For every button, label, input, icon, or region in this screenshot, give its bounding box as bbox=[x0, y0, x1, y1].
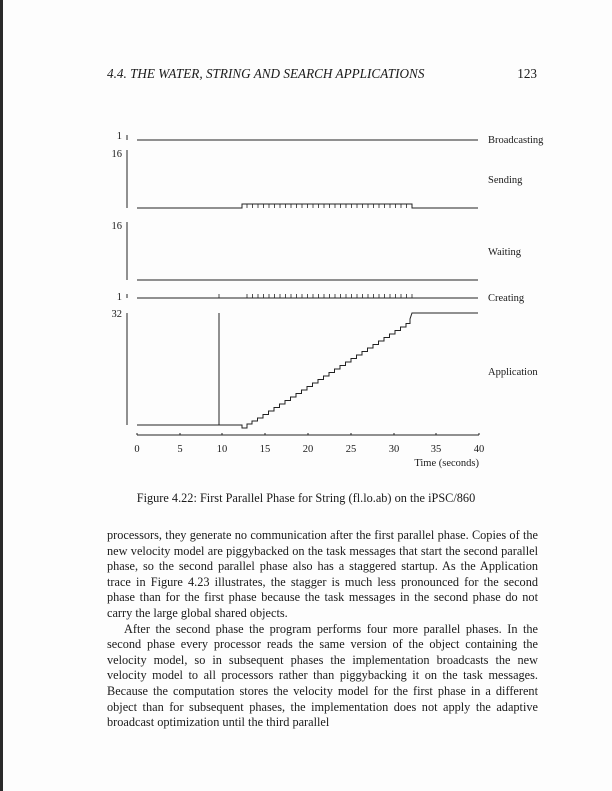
body-text bbox=[107, 528, 538, 731]
x-tick-label: 15 bbox=[259, 444, 271, 455]
application-line bbox=[137, 313, 478, 428]
x-tick-label: 0 bbox=[134, 444, 140, 455]
x-tick-label: 10 bbox=[216, 444, 228, 455]
x-tick-label: 30 bbox=[388, 444, 400, 455]
x-tick-label: 25 bbox=[345, 444, 357, 455]
x-tick-label: 5 bbox=[177, 444, 183, 455]
figure-caption: Figure 4.22: First Parallel Phase for String (fl.lo.ab) on the iPSC/860 bbox=[136, 491, 476, 505]
application-label: Application bbox=[488, 367, 538, 378]
x-tick-label: 20 bbox=[302, 444, 314, 455]
creating-label: Creating bbox=[488, 293, 525, 304]
x-tick-label: 35 bbox=[430, 444, 442, 455]
creating-ticks bbox=[219, 294, 412, 298]
sending-ymax: 16 bbox=[111, 149, 122, 160]
paragraph: After the second phase the program performs four more parallel phases. In the second phase every processor reads the same version of the object containing the velocity model, so in subsequent phases the implementation broadcasts the new velocity model to all processors rather than piggybacking it on the task messages. Because the computation stores the velocity model for the first phase in a different object than for subsequent phases, the implementation does not apply the adaptive broadcast optimization until the third parallel bbox=[107, 621, 538, 730]
x-tick-label: 40 bbox=[473, 444, 485, 455]
section-title: 4.4. THE WATER, STRING AND SEARCH APPLICATIONS bbox=[107, 66, 425, 81]
sending-pulses bbox=[247, 204, 407, 208]
waiting-label: Waiting bbox=[488, 247, 521, 258]
page-number: 123 bbox=[517, 66, 537, 81]
waiting-ymax: 16 bbox=[111, 221, 122, 232]
broadcasting-label: Broadcasting bbox=[488, 135, 544, 146]
paragraph: processors, they generate no communication after the first parallel phase. Copies of the new velocity model are piggybacked on the task messages that start the second parallel phase, so the second parallel phase also has a staggered startup. As the Application trace in Figure 4.23 illustrates, the stagger is much less pronounced for the second phase than for the first phase because the task messages in the second phase do not carry the large global shared objects. bbox=[107, 528, 538, 620]
creating-ymax: 1 bbox=[116, 292, 122, 303]
x-axis-label: Time (seconds) bbox=[414, 458, 479, 469]
sending-label: Sending bbox=[488, 175, 523, 186]
broadcasting-ymax: 1 bbox=[116, 131, 122, 142]
application-ymax: 32 bbox=[111, 309, 122, 320]
